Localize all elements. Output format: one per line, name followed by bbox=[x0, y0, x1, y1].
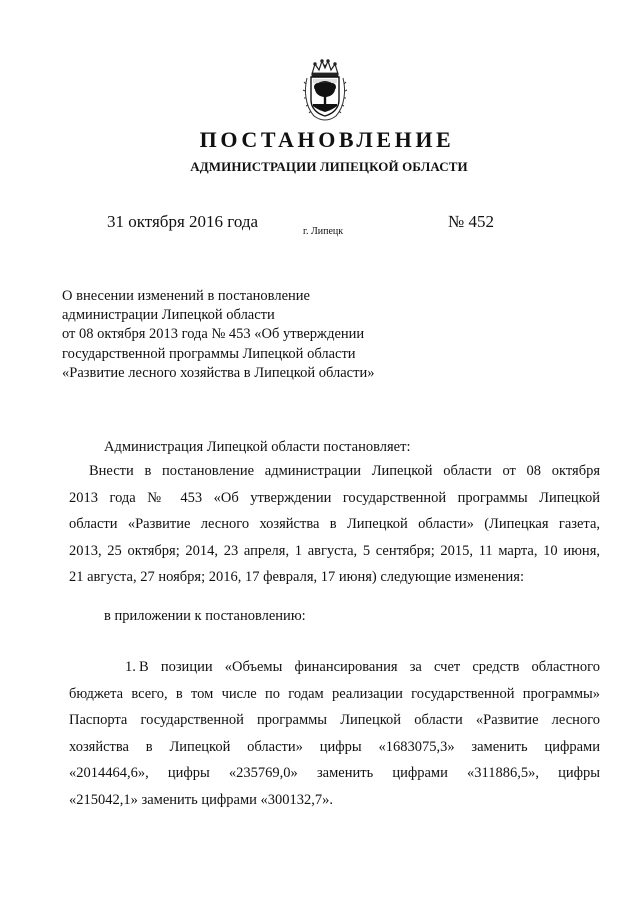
intro-paragraph bbox=[69, 458, 600, 591]
paragraph-line: «2014464,6», цифры «235769,0» заменить цифрами «311886,5», цифры bbox=[69, 765, 600, 781]
subject-line: «Развитие лесного хозяйства в Липецкой области» bbox=[62, 364, 375, 381]
paragraph-line: 21 августа, 27 ноября; 2016, 17 февраля, 17 июня) следующие изменения: bbox=[69, 569, 525, 585]
crown-icon bbox=[312, 60, 338, 76]
coat-of-arms-emblem bbox=[302, 58, 348, 122]
appendix-heading: в приложении к постановлению: bbox=[104, 608, 306, 624]
item-paragraph bbox=[69, 654, 600, 813]
subject-line: администрации Липецкой области bbox=[62, 307, 275, 324]
document-city: г. Липецк bbox=[303, 226, 344, 237]
paragraph-line: хозяйства в Липецкой области» цифры «1683075,3» заменить цифрами bbox=[69, 738, 600, 755]
document-subject bbox=[62, 287, 374, 383]
document-title: ПОСТАНОВЛЕНИЕ bbox=[199, 127, 455, 152]
paragraph-line: 2013, 25 октября; 2014, 23 апреля, 1 августа, 5 сентября; 2015, 11 марта, 10 июня, bbox=[69, 542, 600, 559]
paragraph-line: 1. В позиции «Объемы финансирования за счет средств областного bbox=[69, 654, 600, 681]
paragraph-line: «215042,1» заменить цифрами «300132,7». bbox=[69, 791, 334, 808]
paragraph-line: Паспорта государственной программы Липецкой области «Развитие лесного bbox=[69, 712, 600, 728]
shield-icon bbox=[311, 77, 339, 116]
paragraph-line: Внести в постановление администрации Липецкой области от 08 октября bbox=[89, 463, 600, 479]
item-number: 1. bbox=[125, 659, 136, 675]
paragraph-line: бюджета всего, в том числе по годам реализации государственной программы» bbox=[69, 685, 600, 702]
subject-line: государственной программы Липецкой области bbox=[62, 345, 356, 362]
subject-line: от 08 октября 2013 года № 453 «Об утверждении bbox=[62, 326, 365, 343]
document-date: 31 октября 2016 года bbox=[107, 212, 259, 231]
paragraph-line: 2013 года № 453 «Об утверждении государственной программы Липецкой bbox=[69, 489, 600, 506]
subject-line: О внесении изменений в постановление bbox=[62, 288, 310, 304]
document-subtitle: АДМИНИСТРАЦИИ ЛИПЕЦКОЙ ОБЛАСТИ bbox=[190, 159, 468, 174]
decree-statement: Администрация Липецкой области постановляет: bbox=[104, 439, 411, 455]
document-number: № 452 bbox=[448, 212, 494, 231]
paragraph-line: области «Развитие лесного хозяйства в Липецкой области» (Липецкая газета, bbox=[69, 516, 600, 532]
